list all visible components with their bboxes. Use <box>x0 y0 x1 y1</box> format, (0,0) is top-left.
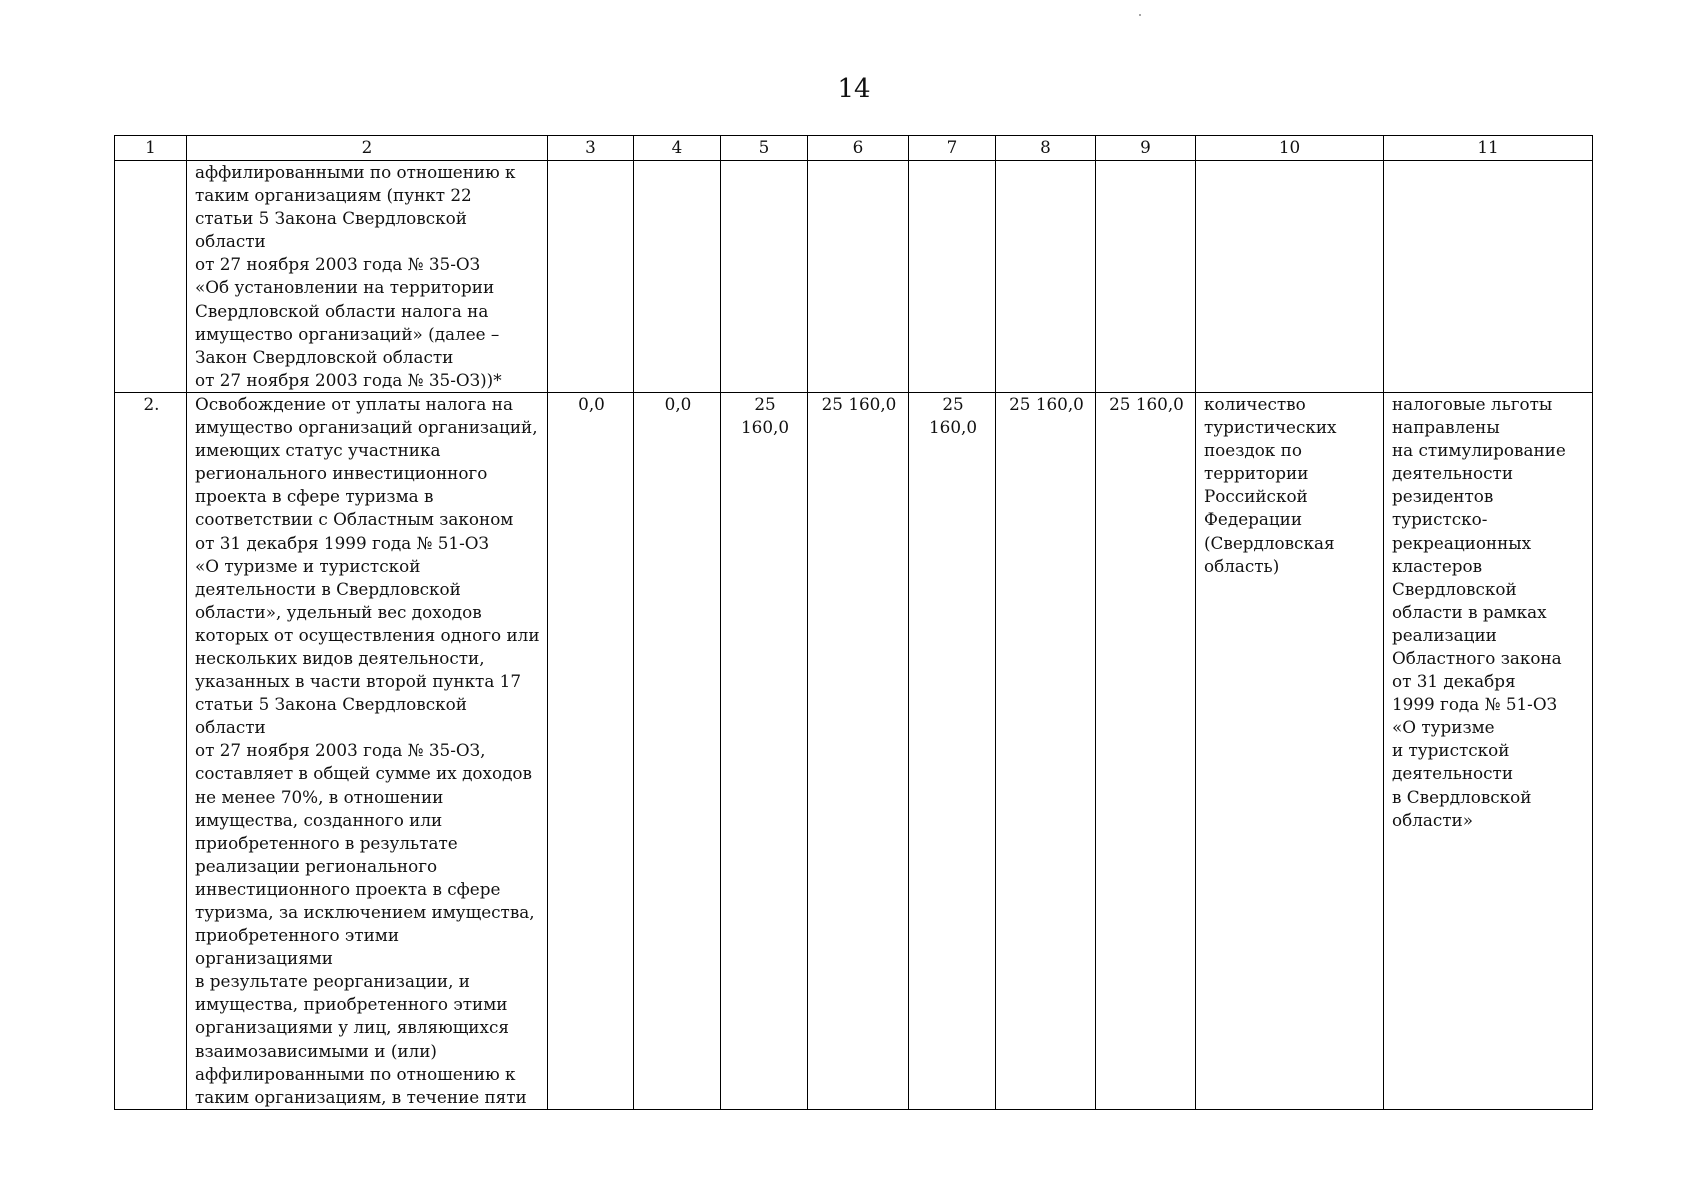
value-cell: 0,0 <box>634 392 721 1109</box>
col-header-4: 4 <box>634 136 721 161</box>
page-number: 14 <box>837 74 871 104</box>
col-header-10: 10 <box>1196 136 1384 161</box>
benefit-description: аффилированными по отношению к таким организациям (пункт 22 статьи 5 Закона Свердловской области от 27 ноября 2003 года № 35-ОЗ «Об установлении на территории Свердловской области налога на имущество организаций» (далее – Закон Свердловской области от 27 ноября 2003 года № 35-ОЗ))* <box>187 161 548 393</box>
value-cell: 0,0 <box>548 392 634 1109</box>
scan-speck <box>1139 14 1141 16</box>
value-cell: 25 160,0 <box>909 392 996 1109</box>
row-number: 2. <box>115 392 187 1109</box>
indicator-cell: количество туристических поездок по территории Российской Федерации (Свердловская область) <box>1196 392 1384 1109</box>
col-header-1: 1 <box>115 136 187 161</box>
goal-cell <box>1384 161 1593 393</box>
value-cell <box>808 161 909 393</box>
col-header-8: 8 <box>996 136 1096 161</box>
col-header-2: 2 <box>187 136 548 161</box>
col-header-3: 3 <box>548 136 634 161</box>
value-cell: 25 160,0 <box>721 392 808 1109</box>
value-cell: 25 160,0 <box>996 392 1096 1109</box>
col-header-11: 11 <box>1384 136 1593 161</box>
benefit-description: Освобождение от уплаты налога на имущество организаций организаций, имеющих статус участника регионального инвестиционного проекта в сфере туризма в соответствии с Областным законом от 31 декабря 1999 года № 51-ОЗ «О туризме и туристской деятельности в Свердловской области», удельный вес доходов которых от осуществления одного или нескольких видов деятельности, указанных в части второй пункта 17 статьи 5 Закона Свердловской области от 27 ноября 2003 года № 35-ОЗ, составляет в общей сумме их доходов не менее 70%, в отношении имущества, созданного или приобретенного в результате реализации регионального инвестиционного проекта в сфере туризма, за исключением имущества, приобретенного этими организациями в результате реорганизации, и имущества, приобретенного этими организациями у лиц, являющихся взаимозависимыми и (или) аффилированными по отношению к таким организациям, в течение пяти <box>187 392 548 1109</box>
value-cell <box>548 161 634 393</box>
tax-benefits-table <box>114 135 1593 1110</box>
col-header-5: 5 <box>721 136 808 161</box>
goal-cell: налоговые льготы направлены на стимулирование деятельности резидентов туристско- рекреационных кластеров Свердловской области в рамках реализации Областного закона от 31 декабря 1999 года № 51-ОЗ «О туризме и туристской деятельности в Свердловской области» <box>1384 392 1593 1109</box>
table-row <box>115 392 1593 1109</box>
value-cell: 25 160,0 <box>1096 392 1196 1109</box>
indicator-cell <box>1196 161 1384 393</box>
col-header-6: 6 <box>808 136 909 161</box>
value-cell <box>1096 161 1196 393</box>
header-row <box>115 136 1593 161</box>
value-cell <box>721 161 808 393</box>
value-cell: 25 160,0 <box>808 392 909 1109</box>
value-cell <box>996 161 1096 393</box>
col-header-7: 7 <box>909 136 996 161</box>
value-cell <box>909 161 996 393</box>
col-header-9: 9 <box>1096 136 1196 161</box>
row-number <box>115 161 187 393</box>
value-cell <box>634 161 721 393</box>
table-row <box>115 161 1593 393</box>
